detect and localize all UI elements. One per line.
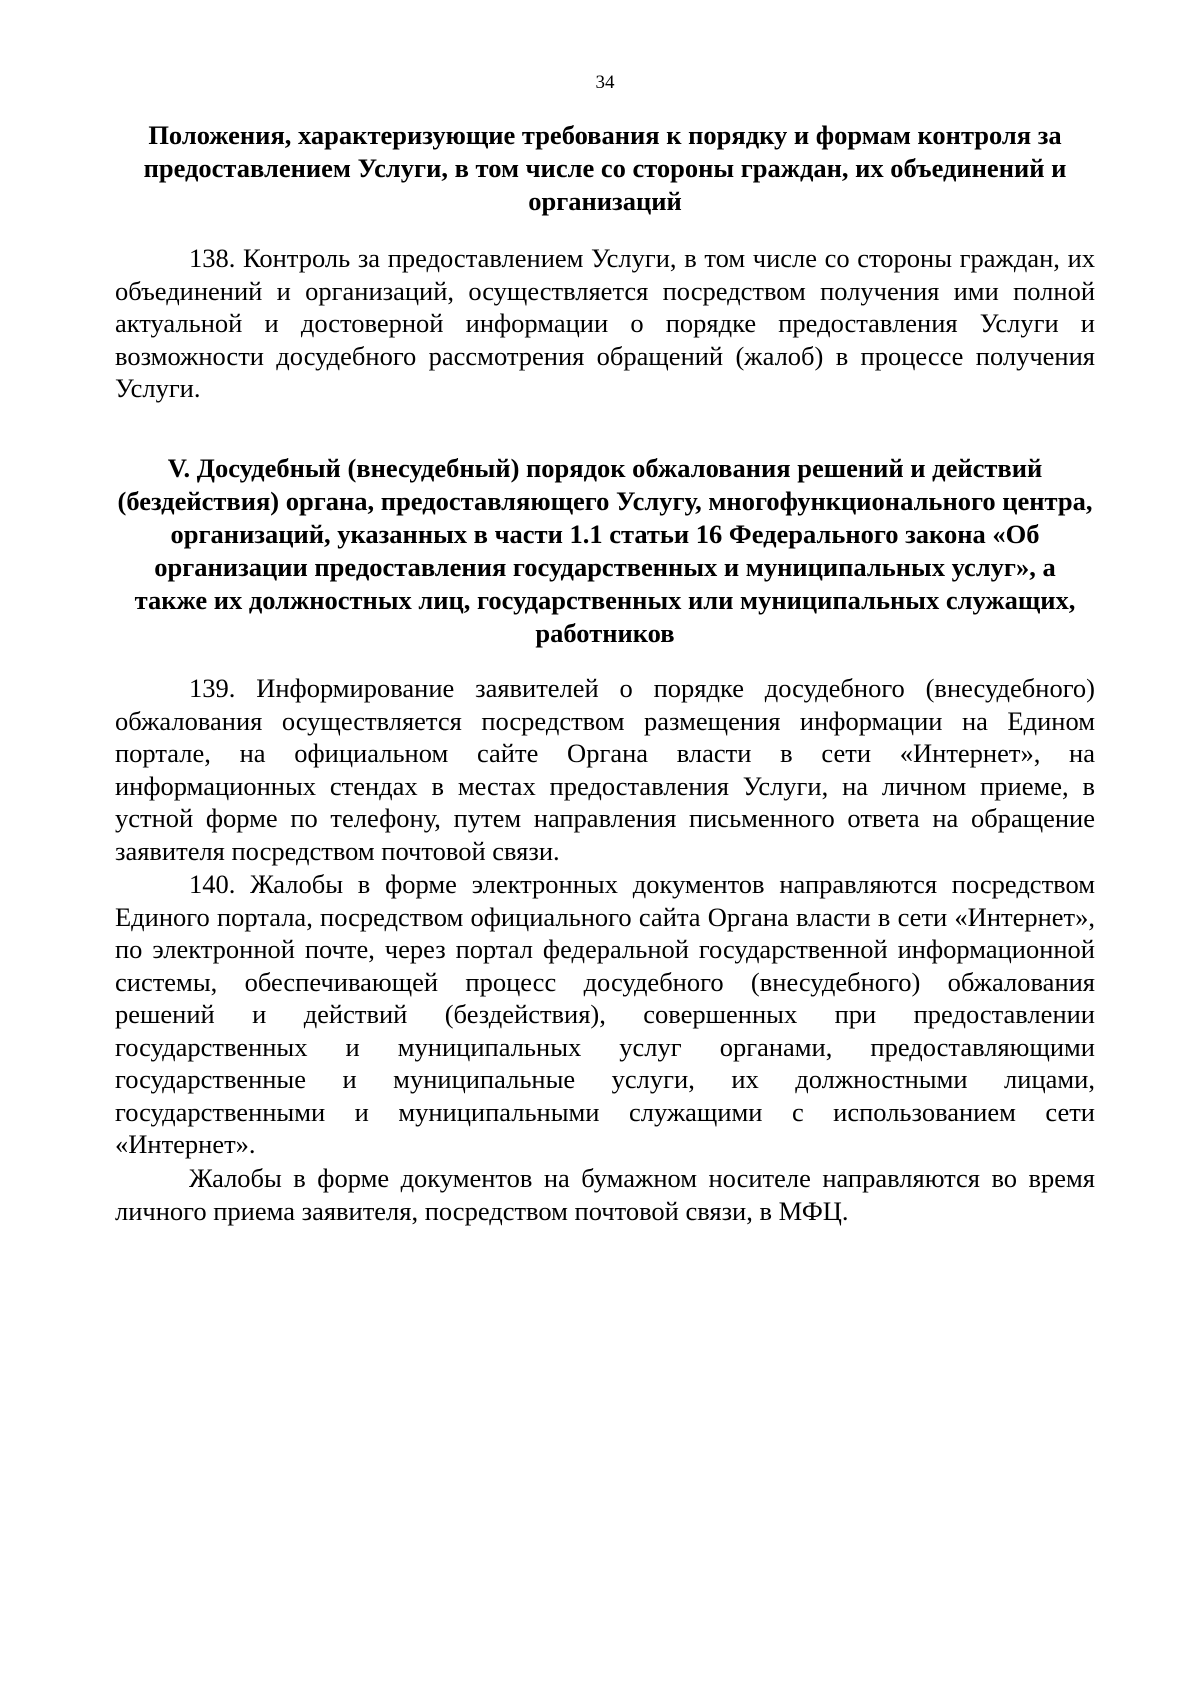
paragraph-138: 138. Контроль за предоставлением Услуги, в том числе со стороны граждан, их объединений и организаций, осуществляется посредством получения ими полной актуальной и достоверной информации о порядке предоставления Услуги и возможности досудебного рассмотрения обращений (жалоб) в процессе получения Услуги. xyxy=(115,243,1095,403)
paragraph-139: 139. Информирование заявителей о порядке досудебного (внесудебного) обжалования осуществляется посредством размещения информации на Едином портале, на официальном сайте Органа власти в сети «Интернет», на информационных стендах в местах предоставления Услуги, на личном приеме, в устной форме по телефону, путем направления письменного ответа на обращение заявителя посредством почтовой связи. xyxy=(115,673,1095,866)
page-number: 34 xyxy=(595,72,615,93)
section-heading-control: Положения, характеризующие требования к порядку и формам контроля за предоставлением Услуги, в том числе со стороны граждан, их объединений и организаций xyxy=(143,120,1067,216)
section-heading-appeal: V. Досудебный (внесудебный) порядок обжалования решений и действий (бездействия) органа, предоставляющего Услугу, многофункционального центра, организаций, указанных в части 1.1 статьи 16 Федерального закона «Об организации предоставления государственных и муниципальных услуг», а также их должностных лиц, государственных или муниципальных служащих, работников xyxy=(117,453,1093,648)
paragraph-140: 140. Жалобы в форме электронных документов направляются посредством Единого портала, посредством официального сайта Органа власти в сети «Интернет», по электронной почте, через портал федеральной государственной информационной системы, обеспечивающей процесс досудебного (внесудебного) обжалования решений и действий (бездействия), совершенных при предоставлении государственных и муниципальных услуг органами, предоставляющими государственные и муниципальные услуги, их должностными лицами, государственными и муниципальными служащими с использованием сети «Интернет». xyxy=(115,869,1095,1159)
paragraph-paper-complaints: Жалобы в форме документов на бумажном носителе направляются во время личного приема заявителя, посредством почтовой связи, в МФЦ. xyxy=(115,1163,1095,1226)
